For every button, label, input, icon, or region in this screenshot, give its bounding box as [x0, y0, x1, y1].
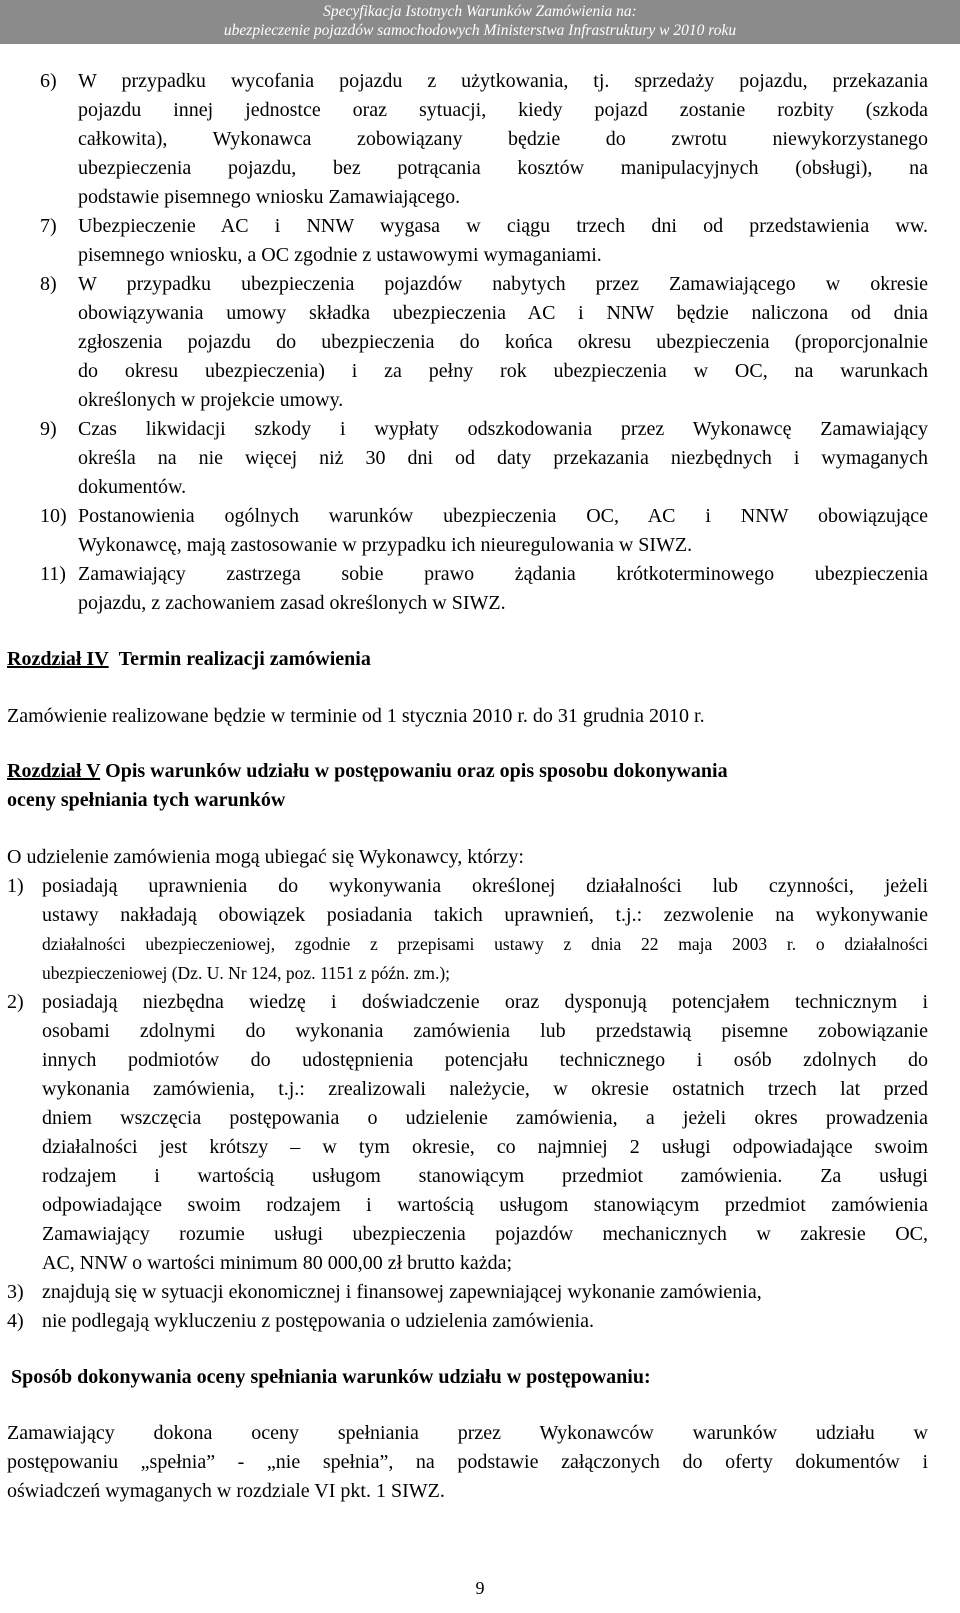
- condition-2-line: osobami zdolnymi do wykonania zamówienia lub przedstawią pisemne zobowiązanie: [42, 1020, 928, 1042]
- item-9-number: 9): [40, 418, 57, 440]
- condition-2-number: 2): [7, 991, 24, 1013]
- condition-2-line: innych podmiotów do udostępnienia potencjału technicznego i osób zdolnych do: [42, 1049, 928, 1071]
- condition-2-line: dniem wszczęcia postępowania o udzielenie zamówienia, a jeżeli okres prowadzenia: [42, 1107, 928, 1129]
- chapter-5-title-line-2: oceny spełniania tych warunków: [7, 789, 286, 811]
- condition-2-line: działalności jest krótszy – w tym okresie, co najmniej 2 usługi odpowiadające swoim: [42, 1136, 928, 1158]
- assessment-line: Zamawiający dokona oceny spełniania przez Wykonawców warunków udziału w: [7, 1422, 928, 1444]
- item-9-line: określa na nie więcej niż 30 dni od daty przekazania niezbędnych i wymaganych: [78, 447, 928, 469]
- chapter-5-intro: O udzielenie zamówienia mogą ubiegać się Wykonawcy, którzy:: [7, 846, 524, 868]
- item-11-line: Zamawiający zastrzega sobie prawo żądania krótkoterminowego ubezpieczenia: [78, 563, 928, 585]
- item-6-line: pojazdu innej jednostce oraz sytuacji, kiedy pojazd zostanie rozbity (szkoda: [78, 99, 928, 121]
- item-11-number: 11): [40, 563, 66, 585]
- chapter-4-title: Termin realizacji zamówienia: [118, 648, 371, 670]
- item-6-line: W przypadku wycofania pojazdu z użytkowania, tj. sprzedaży pojazdu, przekazania: [78, 70, 928, 92]
- condition-2-line: AC, NNW o wartości minimum 80 000,00 zł brutto każda;: [42, 1252, 513, 1274]
- header-line-1: Specyfikacja Istotnych Warunków Zamówienia na:: [323, 3, 637, 20]
- condition-2-line: posiadają niezbędna wiedzę i doświadczenie oraz dysponują potencjałem technicznym i: [42, 991, 928, 1013]
- chapter-4-label: Rozdział IV: [7, 648, 109, 670]
- chapter-4-heading: [7, 645, 371, 674]
- item-8-line: do okresu ubezpieczenia) i za pełny rok ubezpieczenia w OC, na warunkach: [78, 360, 928, 382]
- chapter-4-body: Zamówienie realizowane będzie w terminie od 1 stycznia 2010 r. do 31 grudnia 2010 r.: [7, 705, 705, 727]
- item-7-line: pisemnego wniosku, a OC zgodnie z ustawowymi wymaganiami.: [78, 244, 602, 266]
- chapter-5-label: Rozdział V: [7, 760, 101, 782]
- item-8-line: W przypadku ubezpieczenia pojazdów nabytych przez Zamawiającego w okresie: [78, 273, 928, 295]
- condition-1-line: [42, 901, 928, 930]
- condition-4-line: nie podlegają wykluczeniu z postępowania o udzielenia zamówienia.: [42, 1310, 595, 1332]
- item-10-line: Postanowienia ogólnych warunków ubezpieczenia OC, AC i NNW obowiązujące: [78, 505, 928, 527]
- item-6-line: całkowita), Wykonawca zobowiązany będzie do zwrotu niewykorzystanego: [78, 128, 928, 150]
- condition-1-text: ustawy nakładają obowiązek posiadania takich uprawnień, t.j.: zezwolenie na wykonywanie: [42, 904, 928, 926]
- condition-1-line: posiadają uprawnienia do wykonywania określonej działalności lub czynności, jeżeli: [42, 875, 928, 897]
- item-8-line: określonych w projekcie umowy.: [78, 389, 344, 411]
- assessment-heading: Sposób dokonywania oceny spełniania warunków udziału w postępowaniu:: [11, 1366, 651, 1388]
- document-header: [0, 0, 960, 44]
- item-8-line: obowiązywania umowy składka ubezpieczenia AC i NNW będzie naliczona od dnia: [78, 302, 928, 324]
- item-7-number: 7): [40, 215, 57, 237]
- condition-4-number: 4): [7, 1310, 24, 1332]
- condition-1-number: 1): [7, 875, 24, 897]
- item-7-line: Ubezpieczenie AC i NNW wygasa w ciągu trzech dni od przedstawienia ww.: [78, 215, 928, 237]
- condition-2-line: wykonania zamówienia, t.j.: zrealizowali należycie, w okresie ostatnich trzech lat przed: [42, 1078, 928, 1100]
- chapter-5-heading: [7, 757, 728, 786]
- chapter-5-title: Opis warunków udziału w postępowaniu oraz opis sposobu dokonywania: [105, 760, 728, 782]
- page-number: 9: [475, 1578, 485, 1598]
- condition-2-line: Zamawiający rozumie usługi ubezpieczenia pojazdów mechanicznych w zakresie OC,: [42, 1223, 928, 1245]
- item-11-line: pojazdu, z zachowaniem zasad określonych w SIWZ.: [78, 592, 506, 614]
- header-line-2: ubezpieczenie pojazdów samochodowych Ministerstwa Infrastruktury w 2010 roku: [223, 22, 737, 39]
- item-10-number: 10): [40, 505, 67, 527]
- item-8-line: zgłoszenia pojazdu do ubezpieczenia do końca okresu ubezpieczenia (proporcjonalnie: [78, 331, 928, 353]
- item-8-number: 8): [40, 273, 57, 295]
- assessment-line: oświadczeń wymaganych w rozdziale VI pkt. 1 SIWZ.: [7, 1480, 445, 1502]
- item-9-line: dokumentów.: [78, 476, 187, 498]
- item-6-number: 6): [40, 70, 57, 92]
- item-6-line: podstawie pisemnego wniosku Zamawiającego.: [78, 186, 461, 208]
- condition-1-line: działalności ubezpieczeniowej, zgodnie z przepisami ustawy z dnia 22 maja 2003 r. o działalności: [42, 934, 928, 954]
- condition-1-line: ubezpieczeniowej (Dz. U. Nr 124, poz. 1151 z późn. zm.);: [42, 963, 451, 983]
- item-9-line: Czas likwidacji szkody i wypłaty odszkodowania przez Wykonawcę Zamawiający: [78, 418, 928, 440]
- item-10-line: Wykonawcę, mają zastosowanie w przypadku ich nieuregulowania w SIWZ.: [78, 534, 693, 556]
- condition-2-line: rodzajem i wartością usługom stanowiącym przedmiot zamówienia. Za usługi: [42, 1165, 928, 1187]
- assessment-line: postępowaniu „spełnia” - „nie spełnia”, na podstawie załączonych do oferty dokumentów i: [7, 1451, 928, 1473]
- condition-2-line: odpowiadające swoim rodzajem i wartością usługom stanowiącym przedmiot zamówienia: [42, 1194, 928, 1216]
- item-6-line: ubezpieczenia pojazdu, bez potrącania kosztów manipulacyjnych (obsługi), na: [78, 157, 928, 179]
- condition-3-line: znajdują się w sytuacji ekonomicznej i finansowej zapewniającej wykonanie zamówienia,: [42, 1281, 762, 1303]
- condition-3-number: 3): [7, 1281, 24, 1303]
